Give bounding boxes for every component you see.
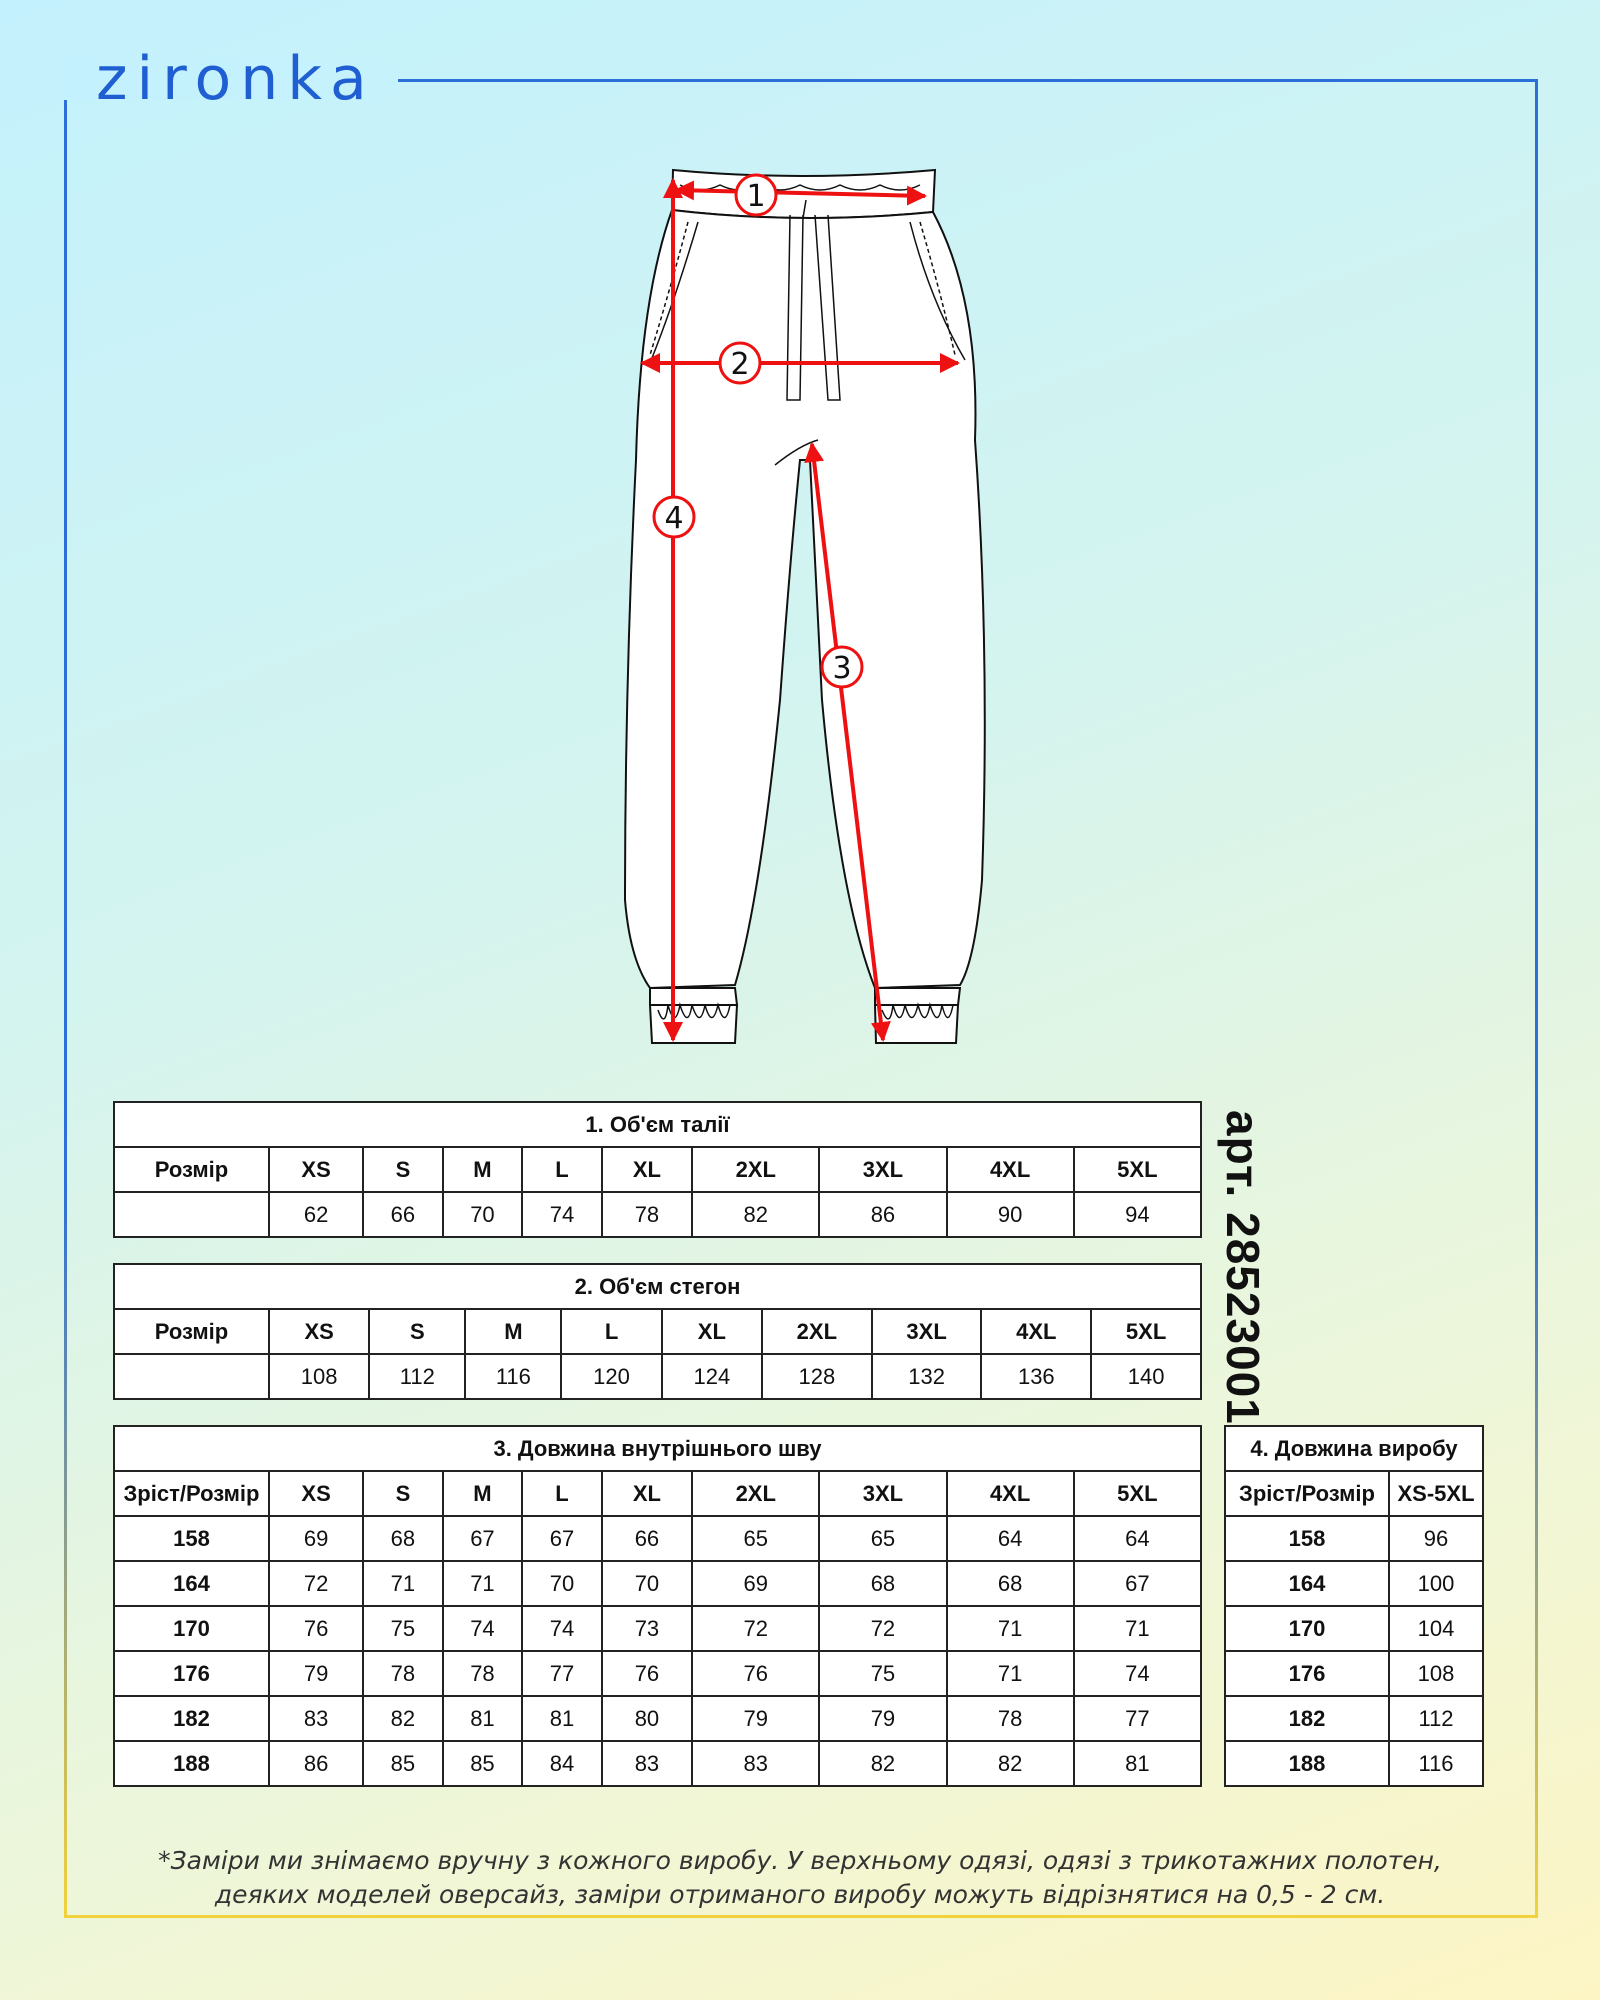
table-row bbox=[1225, 1516, 1483, 1561]
height-cell: 188 bbox=[1225, 1741, 1389, 1786]
table-cell: 77 bbox=[1074, 1696, 1201, 1741]
waist-table bbox=[113, 1101, 1202, 1238]
table-cell: 76 bbox=[269, 1606, 363, 1651]
table-cell: 79 bbox=[819, 1696, 946, 1741]
table-cell: 70 bbox=[522, 1561, 602, 1606]
marker-3: 3 bbox=[832, 651, 852, 686]
size-header: XL bbox=[602, 1471, 692, 1516]
size-header: 4XL bbox=[981, 1309, 1091, 1354]
size-header: XS-5XL bbox=[1389, 1471, 1483, 1516]
table-cell: 66 bbox=[363, 1192, 443, 1237]
table-cell: 65 bbox=[819, 1516, 946, 1561]
table-title: 1. Об'єм талії bbox=[114, 1102, 1201, 1147]
brand-logo: zironka bbox=[96, 44, 376, 114]
height-cell: 188 bbox=[114, 1741, 269, 1786]
table-cell: 71 bbox=[947, 1606, 1074, 1651]
table-cell: 71 bbox=[443, 1561, 523, 1606]
size-header: 2XL bbox=[692, 1471, 819, 1516]
height-cell: 182 bbox=[1225, 1696, 1389, 1741]
table-row bbox=[1225, 1651, 1483, 1696]
footnote-line: деяких моделей оверсайз, заміри отриманого виробу можуть відрізнятися на 0,5 - 2 см. bbox=[214, 1880, 1386, 1909]
table-cell: 85 bbox=[443, 1741, 523, 1786]
size-header: M bbox=[465, 1309, 561, 1354]
row-label: Розмір bbox=[114, 1147, 269, 1192]
size-header: XS bbox=[269, 1309, 369, 1354]
table-cell: 82 bbox=[692, 1192, 819, 1237]
table-cell: 71 bbox=[363, 1561, 443, 1606]
table-cell: 67 bbox=[522, 1516, 602, 1561]
table-cell: 112 bbox=[1389, 1696, 1483, 1741]
table-cell: 68 bbox=[819, 1561, 946, 1606]
table-row bbox=[114, 1561, 1201, 1606]
table-cell: 68 bbox=[947, 1561, 1074, 1606]
table-cell: 140 bbox=[1091, 1354, 1201, 1399]
length-table bbox=[1224, 1425, 1484, 1787]
table-cell: 69 bbox=[269, 1516, 363, 1561]
table-cell: 90 bbox=[947, 1192, 1074, 1237]
height-cell: 164 bbox=[114, 1561, 269, 1606]
table-cell: 71 bbox=[947, 1651, 1074, 1696]
table-cell: 124 bbox=[662, 1354, 762, 1399]
size-header: XL bbox=[602, 1147, 692, 1192]
table-row bbox=[1225, 1696, 1483, 1741]
height-cell: 176 bbox=[114, 1651, 269, 1696]
hips-table bbox=[113, 1263, 1202, 1400]
table-cell: 74 bbox=[1074, 1651, 1201, 1696]
table-cell: 73 bbox=[602, 1606, 692, 1651]
table-cell: 96 bbox=[1389, 1516, 1483, 1561]
table-cell: 83 bbox=[692, 1741, 819, 1786]
table-cell: 100 bbox=[1389, 1561, 1483, 1606]
size-header: 5XL bbox=[1091, 1309, 1201, 1354]
empty-cell bbox=[114, 1354, 269, 1399]
size-header: L bbox=[522, 1471, 602, 1516]
table-cell: 67 bbox=[1074, 1561, 1201, 1606]
inseam-table bbox=[113, 1425, 1202, 1787]
table-cell: 81 bbox=[522, 1696, 602, 1741]
row-label: Розмір bbox=[114, 1309, 269, 1354]
table-cell: 75 bbox=[819, 1651, 946, 1696]
size-header: M bbox=[443, 1147, 523, 1192]
height-cell: 182 bbox=[114, 1696, 269, 1741]
table-cell: 86 bbox=[269, 1741, 363, 1786]
table-title: 2. Об'єм стегон bbox=[114, 1264, 1201, 1309]
table-row bbox=[1225, 1606, 1483, 1651]
table-cell: 78 bbox=[602, 1192, 692, 1237]
table-cell: 94 bbox=[1074, 1192, 1201, 1237]
table-row bbox=[114, 1516, 1201, 1561]
table-cell: 79 bbox=[692, 1696, 819, 1741]
row-label: Зріст/Розмір bbox=[114, 1471, 269, 1516]
height-cell: 176 bbox=[1225, 1651, 1389, 1696]
table-cell: 85 bbox=[363, 1741, 443, 1786]
size-header: L bbox=[522, 1147, 602, 1192]
footnote-line: *Заміри ми знімаємо вручну з кожного виробу. У верхньому одязі, одязі з трикотажних полотен, bbox=[158, 1846, 1442, 1875]
footnote bbox=[80, 1844, 1520, 1912]
table-cell: 72 bbox=[269, 1561, 363, 1606]
marker-1: 1 bbox=[746, 179, 766, 214]
table-cell: 82 bbox=[819, 1741, 946, 1786]
size-header: XS bbox=[269, 1147, 363, 1192]
size-header: 3XL bbox=[819, 1147, 946, 1192]
size-header: 5XL bbox=[1074, 1147, 1201, 1192]
table-cell: 74 bbox=[522, 1192, 602, 1237]
table-cell: 80 bbox=[602, 1696, 692, 1741]
size-header: S bbox=[369, 1309, 465, 1354]
size-header: 2XL bbox=[762, 1309, 872, 1354]
table-cell: 84 bbox=[522, 1741, 602, 1786]
height-cell: 164 bbox=[1225, 1561, 1389, 1606]
size-header: S bbox=[363, 1147, 443, 1192]
table-cell: 81 bbox=[1074, 1741, 1201, 1786]
height-cell: 170 bbox=[114, 1606, 269, 1651]
table-cell: 120 bbox=[561, 1354, 661, 1399]
table-cell: 83 bbox=[602, 1741, 692, 1786]
table-cell: 116 bbox=[1389, 1741, 1483, 1786]
size-header: S bbox=[363, 1471, 443, 1516]
table-cell: 64 bbox=[947, 1516, 1074, 1561]
size-header: L bbox=[561, 1309, 661, 1354]
table-row bbox=[1225, 1561, 1483, 1606]
size-header: 2XL bbox=[692, 1147, 819, 1192]
size-header: XL bbox=[662, 1309, 762, 1354]
table-cell: 116 bbox=[465, 1354, 561, 1399]
table-row bbox=[1225, 1741, 1483, 1786]
empty-cell bbox=[114, 1192, 269, 1237]
size-header: 5XL bbox=[1074, 1471, 1201, 1516]
table-cell: 62 bbox=[269, 1192, 363, 1237]
size-header: 3XL bbox=[819, 1471, 946, 1516]
table-cell: 79 bbox=[269, 1651, 363, 1696]
table-cell: 112 bbox=[369, 1354, 465, 1399]
table-cell: 108 bbox=[269, 1354, 369, 1399]
article-number: арт. 28523001 bbox=[1217, 1110, 1269, 1425]
table-cell: 76 bbox=[602, 1651, 692, 1696]
table-title: 4. Довжина виробу bbox=[1225, 1426, 1483, 1471]
table-title: 3. Довжина внутрішнього шву bbox=[114, 1426, 1201, 1471]
marker-4: 4 bbox=[664, 501, 684, 536]
table-cell: 68 bbox=[363, 1516, 443, 1561]
table-cell: 67 bbox=[443, 1516, 523, 1561]
table-cell: 78 bbox=[443, 1651, 523, 1696]
table-row bbox=[114, 1606, 1201, 1651]
table-cell: 74 bbox=[522, 1606, 602, 1651]
table-cell: 78 bbox=[363, 1651, 443, 1696]
table-row bbox=[114, 1651, 1201, 1696]
table-cell: 104 bbox=[1389, 1606, 1483, 1651]
table-cell: 83 bbox=[269, 1696, 363, 1741]
table-cell: 75 bbox=[363, 1606, 443, 1651]
size-header: XS bbox=[269, 1471, 363, 1516]
table-cell: 82 bbox=[363, 1696, 443, 1741]
table-cell: 70 bbox=[443, 1192, 523, 1237]
table-cell: 76 bbox=[692, 1651, 819, 1696]
height-cell: 158 bbox=[1225, 1516, 1389, 1561]
table-cell: 136 bbox=[981, 1354, 1091, 1399]
height-cell: 170 bbox=[1225, 1606, 1389, 1651]
height-cell: 158 bbox=[114, 1516, 269, 1561]
table-cell: 132 bbox=[872, 1354, 982, 1399]
table-row bbox=[114, 1696, 1201, 1741]
table-cell: 71 bbox=[1074, 1606, 1201, 1651]
size-header: 4XL bbox=[947, 1147, 1074, 1192]
table-cell: 77 bbox=[522, 1651, 602, 1696]
size-header: M bbox=[443, 1471, 523, 1516]
table-cell: 72 bbox=[692, 1606, 819, 1651]
table-cell: 74 bbox=[443, 1606, 523, 1651]
table-cell: 128 bbox=[762, 1354, 872, 1399]
table-cell: 72 bbox=[819, 1606, 946, 1651]
table-cell: 81 bbox=[443, 1696, 523, 1741]
row-label: Зріст/Розмір bbox=[1225, 1471, 1389, 1516]
table-row bbox=[114, 1741, 1201, 1786]
size-header: 4XL bbox=[947, 1471, 1074, 1516]
table-cell: 70 bbox=[602, 1561, 692, 1606]
marker-2: 2 bbox=[730, 347, 750, 382]
table-cell: 78 bbox=[947, 1696, 1074, 1741]
table-cell: 65 bbox=[692, 1516, 819, 1561]
table-cell: 86 bbox=[819, 1192, 946, 1237]
size-header: 3XL bbox=[872, 1309, 982, 1354]
table-cell: 82 bbox=[947, 1741, 1074, 1786]
trousers-outline bbox=[625, 170, 985, 1043]
table-cell: 108 bbox=[1389, 1651, 1483, 1696]
table-cell: 66 bbox=[602, 1516, 692, 1561]
table-cell: 64 bbox=[1074, 1516, 1201, 1561]
table-cell: 69 bbox=[692, 1561, 819, 1606]
